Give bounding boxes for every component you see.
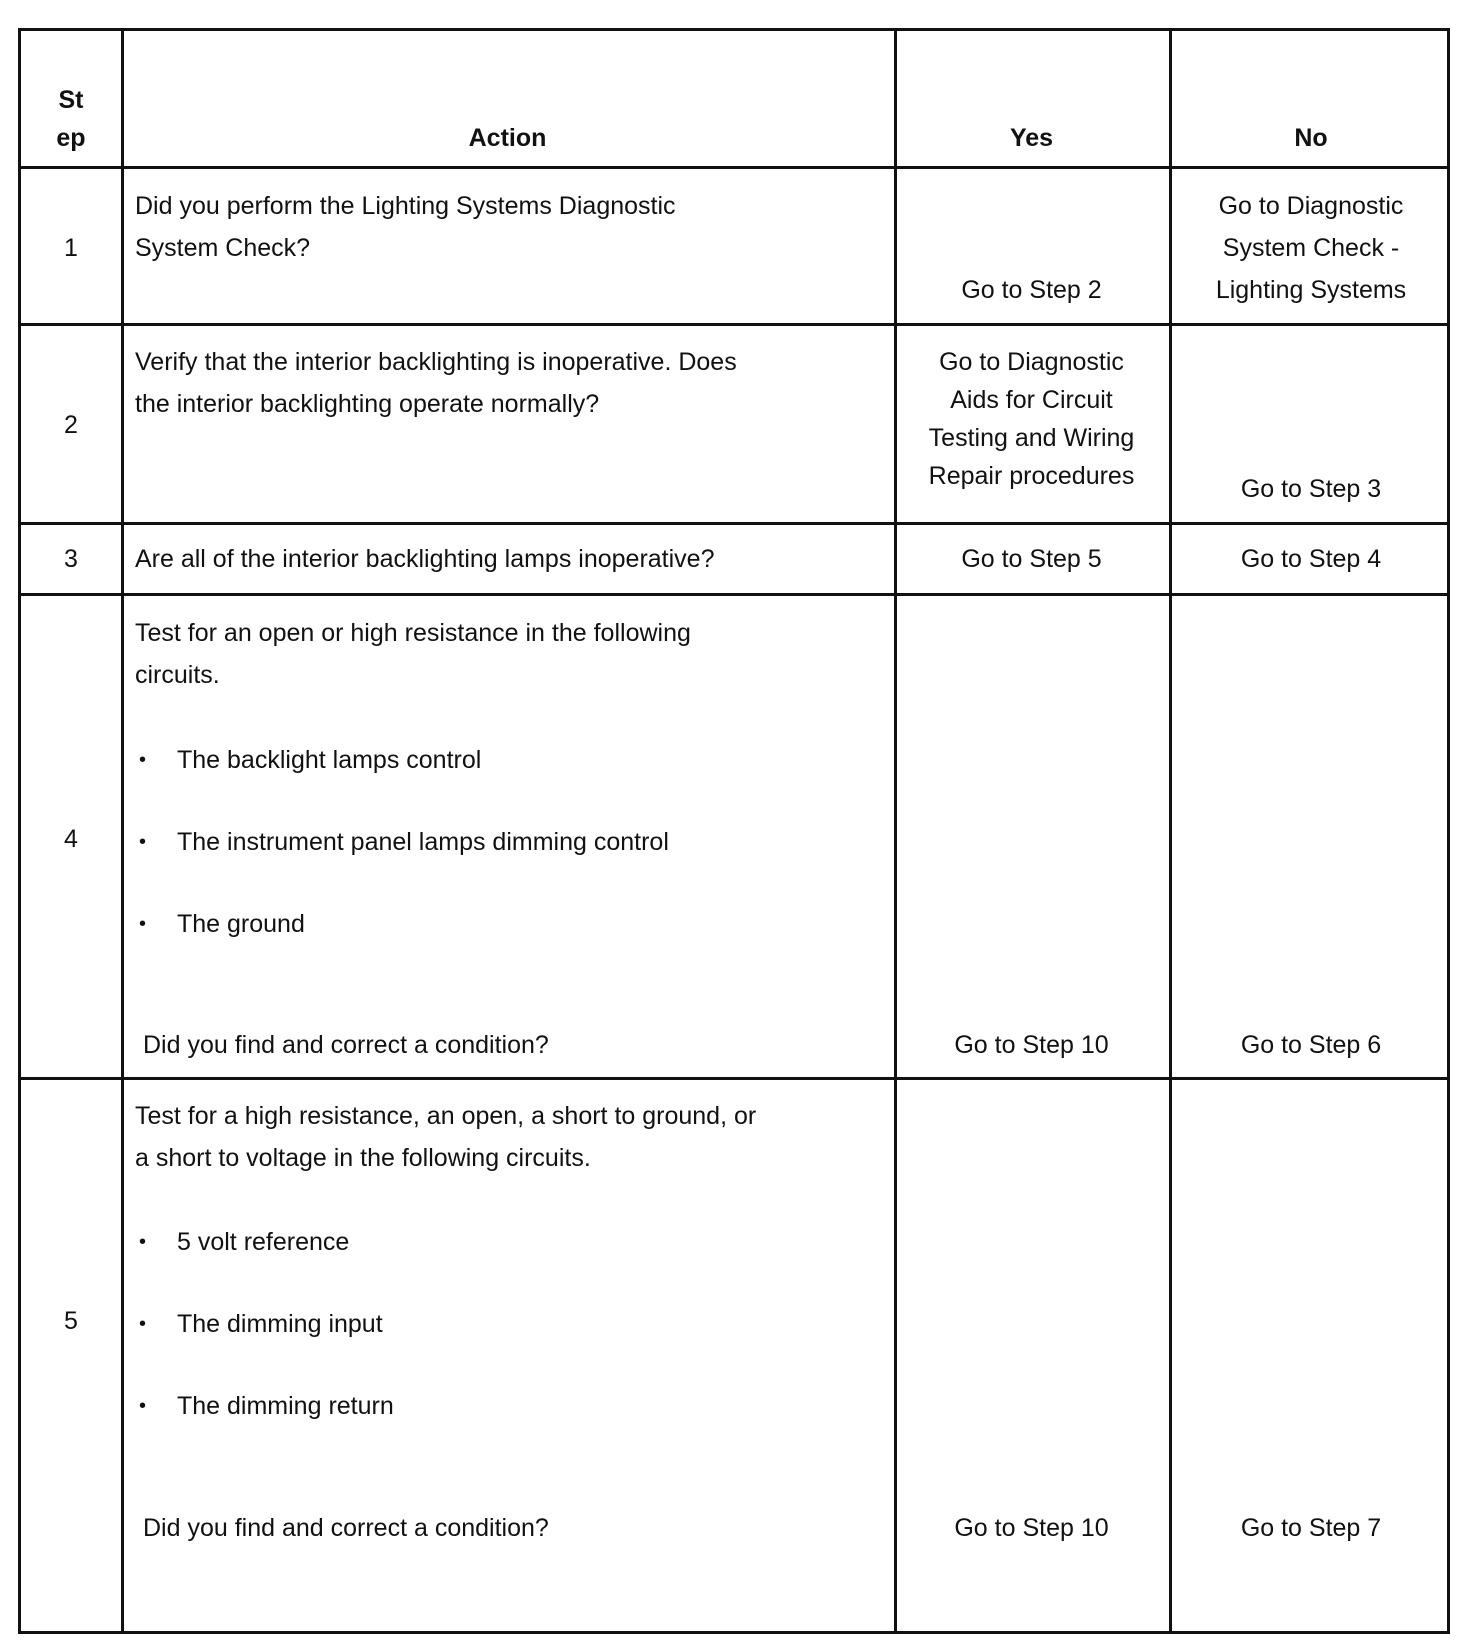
yes-cell bbox=[894, 1080, 1172, 1631]
yes-link-step-5[interactable]: Go to Step 5 bbox=[961, 545, 1102, 573]
action-text: the interior backlighting operate normally? bbox=[135, 390, 600, 418]
no-cell bbox=[1169, 596, 1453, 1077]
yes-link-step-10[interactable]: Go to Step 10 bbox=[954, 1514, 1109, 1542]
bullet-icon: • bbox=[139, 749, 147, 771]
bullet-icon: • bbox=[139, 1313, 147, 1335]
table-row bbox=[21, 525, 1447, 596]
diagnostic-table bbox=[18, 28, 1450, 1634]
bullet-icon: • bbox=[139, 1395, 147, 1417]
action-text: a short to voltage in the following circuits. bbox=[135, 1144, 591, 1172]
action-text: System Check? bbox=[135, 234, 311, 262]
bullet-item: The backlight lamps control bbox=[177, 746, 482, 774]
table-row bbox=[21, 1080, 1447, 1631]
header-step-line2: ep bbox=[56, 124, 86, 152]
no-link-step-7[interactable]: Go to Step 7 bbox=[1240, 1514, 1382, 1542]
bullet-icon: • bbox=[139, 1231, 147, 1253]
step-number: 3 bbox=[64, 545, 78, 573]
table-header-row bbox=[21, 31, 1447, 169]
no-cell bbox=[1169, 326, 1453, 522]
header-action: Action bbox=[468, 124, 547, 152]
action-cell bbox=[121, 326, 897, 522]
yes-cell bbox=[894, 596, 1172, 1077]
step-number: 4 bbox=[64, 825, 78, 853]
yes-link-step-2[interactable]: Go to Step 2 bbox=[961, 276, 1102, 304]
no-cell bbox=[1169, 1080, 1453, 1631]
no-link-step-6[interactable]: Go to Step 6 bbox=[1240, 1031, 1382, 1059]
step-cell bbox=[21, 326, 124, 522]
step-number: 2 bbox=[64, 411, 78, 439]
yes-link-diagnostic-aids[interactable]: Testing and Wiring bbox=[928, 424, 1135, 452]
bullet-item: The dimming input bbox=[177, 1310, 383, 1338]
action-text: Verify that the interior backlighting is inoperative. Does bbox=[135, 348, 737, 376]
yes-link-diagnostic-aids[interactable]: Aids for Circuit bbox=[950, 386, 1113, 414]
header-yes: Yes bbox=[1009, 124, 1054, 152]
action-cell bbox=[121, 596, 897, 1077]
step-cell bbox=[21, 169, 124, 323]
yes-cell bbox=[894, 169, 1172, 323]
question-text: Did you find and correct a condition? bbox=[143, 1514, 549, 1542]
bullet-item: 5 volt reference bbox=[177, 1228, 350, 1256]
header-action-cell bbox=[121, 31, 897, 166]
step-cell bbox=[21, 1080, 124, 1631]
no-link-diagnostic-system-check[interactable]: System Check - bbox=[1222, 234, 1400, 262]
question-text: Did you find and correct a condition? bbox=[143, 1031, 549, 1059]
no-link-step-4[interactable]: Go to Step 4 bbox=[1240, 545, 1382, 573]
action-cell bbox=[121, 525, 897, 593]
no-link-diagnostic-system-check[interactable]: Lighting Systems bbox=[1215, 276, 1407, 304]
no-cell bbox=[1169, 169, 1453, 323]
action-text: Are all of the interior backlighting lamps inoperative? bbox=[135, 545, 715, 573]
step-number: 5 bbox=[64, 1307, 78, 1335]
table-row bbox=[21, 596, 1447, 1080]
bullet-item: The ground bbox=[177, 910, 305, 938]
no-link-step-3[interactable]: Go to Step 3 bbox=[1240, 475, 1382, 503]
table-row bbox=[21, 326, 1447, 525]
table-row bbox=[21, 169, 1447, 326]
bullet-icon: • bbox=[139, 831, 147, 853]
yes-cell bbox=[894, 525, 1172, 593]
yes-cell bbox=[894, 326, 1172, 522]
step-number: 1 bbox=[64, 234, 78, 262]
header-no: No bbox=[1294, 124, 1328, 152]
step-cell bbox=[21, 596, 124, 1077]
header-yes-cell bbox=[894, 31, 1172, 166]
bullet-icon: • bbox=[139, 913, 147, 935]
action-cell bbox=[121, 1080, 897, 1631]
action-text: Test for a high resistance, an open, a short to ground, or bbox=[135, 1102, 757, 1130]
header-no-cell bbox=[1169, 31, 1453, 166]
yes-link-diagnostic-aids[interactable]: Go to Diagnostic bbox=[939, 348, 1124, 376]
bullet-item: The dimming return bbox=[177, 1392, 394, 1420]
action-cell bbox=[121, 169, 897, 323]
bullet-item: The instrument panel lamps dimming control bbox=[177, 828, 669, 856]
step-cell bbox=[21, 525, 124, 593]
yes-link-step-10[interactable]: Go to Step 10 bbox=[954, 1031, 1109, 1059]
no-cell bbox=[1169, 525, 1453, 593]
yes-link-diagnostic-aids[interactable]: Repair procedures bbox=[928, 462, 1135, 490]
action-text: Test for an open or high resistance in the following bbox=[135, 619, 691, 647]
header-step-line1: St bbox=[58, 86, 84, 114]
action-text: circuits. bbox=[135, 661, 220, 689]
header-step-cell bbox=[21, 31, 124, 166]
no-link-diagnostic-system-check[interactable]: Go to Diagnostic bbox=[1218, 192, 1404, 220]
action-text: Did you perform the Lighting Systems Diagnostic bbox=[135, 192, 676, 220]
